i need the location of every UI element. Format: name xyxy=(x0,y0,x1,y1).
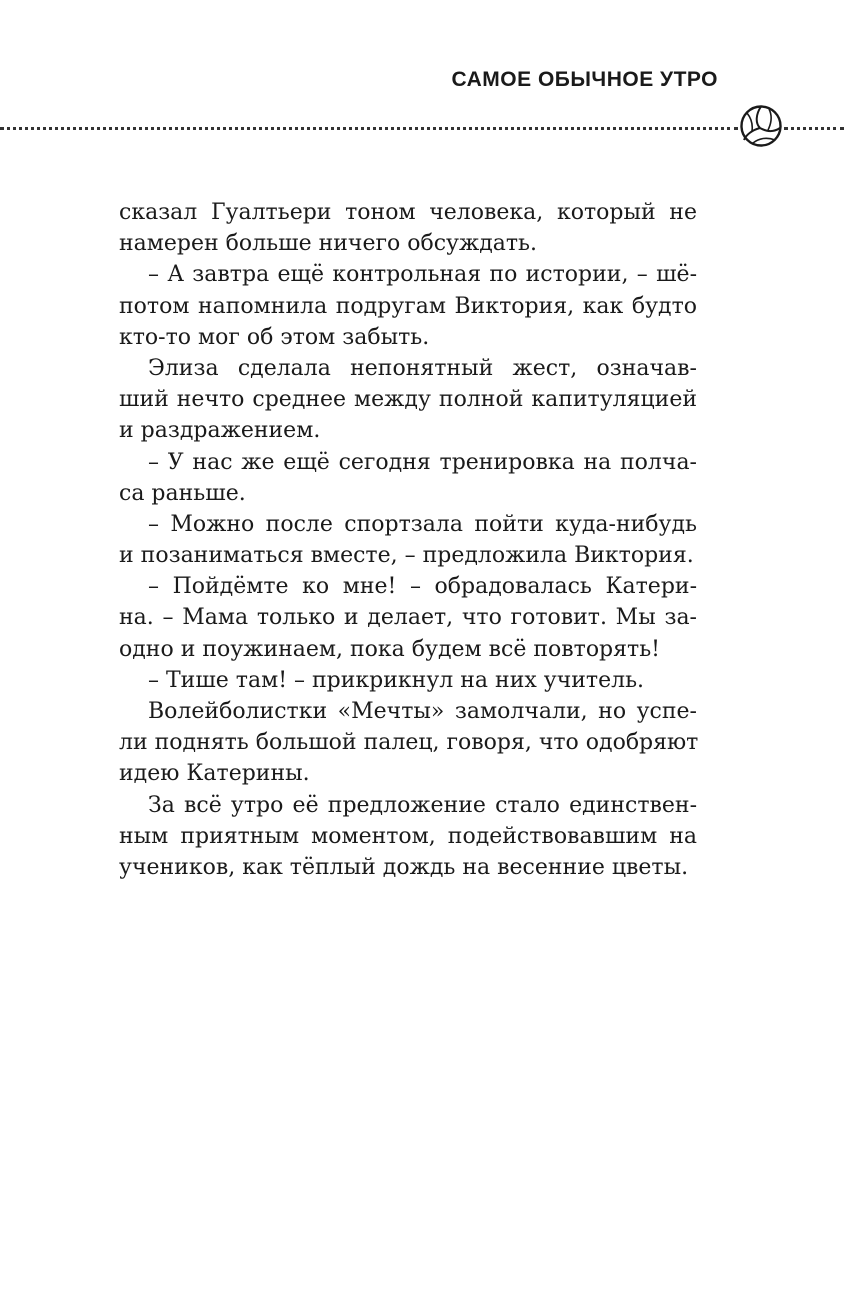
text-line: намерен больше ничего обсуждать. xyxy=(119,231,538,257)
text-line: За всё утро её предложение стало единствен- xyxy=(148,792,697,818)
text-line: ли поднять большой палец, говоря, что одобряют xyxy=(119,730,699,756)
text-line: сказал Гуалтьери тоном человека, который не xyxy=(119,200,697,225)
text-line: Элиза сделала непонятный жест, означав- xyxy=(148,355,697,381)
text-line: са раньше. xyxy=(119,480,246,506)
text-line: – Можно после спортзала пойти куда-нибудь xyxy=(148,511,697,537)
text-line: – Пойдёмте ко мне! – обрадовалась Катери- xyxy=(148,574,697,600)
text-line: ным приятным моментом, подействовавшим на xyxy=(119,823,697,849)
text-line: Волейболистки «Мечты» замолчали, но успе- xyxy=(148,699,697,724)
text-line: – У нас же ещё сегодня тренировка на полча- xyxy=(148,449,697,475)
dotted-rule-left xyxy=(0,127,738,130)
text-line: идею Катерины. xyxy=(119,761,310,787)
text-line: на. – Мама только и делает, что готовит. Мы за- xyxy=(119,605,697,631)
text-line: и раздражением. xyxy=(119,418,321,444)
text-line: потом напомнила подругам Виктория, как будто xyxy=(119,293,697,319)
text-line: ший нечто среднее между полной капитуляцией xyxy=(119,387,697,413)
text-line: одно и поужинаем, пока будем всё повторять! xyxy=(119,636,661,662)
body-text xyxy=(119,197,697,883)
text-line: и позаниматься вместе, – предложила Виктория. xyxy=(119,543,694,569)
volleyball-icon xyxy=(739,104,783,148)
text-line: учеников, как тёплый дождь на весенние цветы. xyxy=(119,854,689,880)
running-head: САМОЕ ОБЫЧНОЕ УТРО xyxy=(451,68,718,91)
text-line: – Тише там! – прикрикнул на них учитель. xyxy=(148,667,645,693)
dotted-rule-right xyxy=(784,127,844,130)
text-line: – А завтра ещё контрольная по истории, – шё- xyxy=(148,262,697,288)
text-line: кто-то мог об этом забыть. xyxy=(119,324,430,350)
